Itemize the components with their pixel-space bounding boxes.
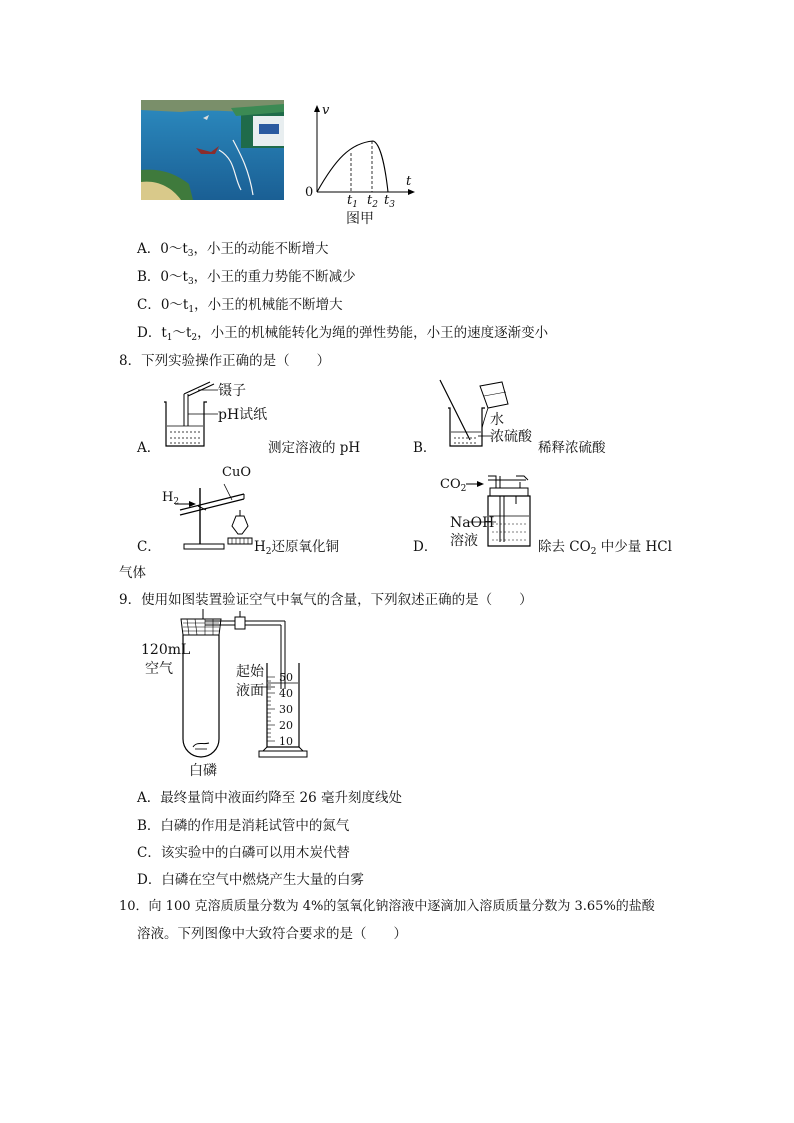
start-label-2: 液面: [236, 683, 264, 699]
q7-option-c: C．$0\sim t_1$，小王的机械能不断增大: [137, 297, 343, 315]
tweezers-label: 镊子: [218, 383, 246, 399]
scale-40: 40: [279, 687, 293, 700]
t-axis-label: t: [406, 174, 412, 189]
graph-caption: 图甲: [346, 211, 374, 227]
q8-c-caption: $H_2$还原氧化铜: [254, 539, 340, 557]
q9-option-a: A．最终量筒中液面约降至 26 毫升刻度线处: [137, 790, 403, 806]
q8-c-letter: C．: [137, 539, 161, 555]
velocity-time-graph: [305, 105, 415, 195]
t2-label: $t_2$: [367, 193, 378, 210]
q7-option-b: B．$0\sim t_3$，小王的重力势能不断减少: [137, 269, 356, 287]
q8-b-caption: 稀释浓硫酸: [538, 440, 606, 456]
q9-option-d: D．白磷在空气中燃烧产生大量的白雾: [137, 872, 364, 888]
white-phosphorus-label: 白磷: [189, 763, 217, 779]
ph-paper-label: pH试纸: [218, 407, 268, 423]
naoh-label: NaOH: [450, 515, 495, 531]
q8-d-caption-wrap: 气体: [119, 565, 146, 581]
q8-stem: 8．下列实验操作正确的是（ ）: [119, 353, 331, 369]
bungee-photo: [141, 100, 284, 200]
start-label-1: 起始: [236, 664, 264, 680]
q7-option-a: A．$0\sim t_3$，小王的动能不断增大: [137, 241, 329, 259]
q8-d-caption: 除去 $CO_2$ 中少量 HCl: [538, 539, 672, 557]
water-label: 水: [490, 412, 504, 428]
q9-option-c: C．该实验中的白磷可以用木炭代替: [137, 845, 350, 861]
conc-acid-label: 浓硫酸: [490, 429, 532, 445]
origin-label: 0: [305, 185, 314, 200]
scale-30: 30: [279, 703, 293, 716]
solution-label: 溶液: [450, 533, 478, 549]
scale-20: 20: [279, 719, 293, 732]
q8-b-letter: B．: [413, 440, 437, 456]
q8-d-letter: D．: [413, 539, 438, 555]
v-axis-label: v: [322, 103, 330, 118]
q8-a-caption: 测定溶液的 pH: [268, 440, 361, 456]
q9-stem: 9．使用如图装置验证空气中氧气的含量，下列叙述正确的是（ ）: [119, 592, 533, 608]
q8-a-letter: A．: [137, 440, 161, 456]
q7-option-d: D．$t_1\sim t_2$，小王的机械能转化为绳的弹性势能，小王的速度逐渐变小: [137, 325, 549, 343]
cuo-label: CuO: [222, 465, 251, 480]
volume-label: 120mL: [141, 642, 191, 658]
h2-label: $H_2$: [162, 490, 180, 507]
t3-label: $t_3$: [384, 193, 395, 210]
q10-stem-line2: 溶液。下列图像中大致符合要求的是（ ）: [137, 926, 407, 942]
q10-stem-line1: 10．向 100 克溶质质量分数为 4%的氢氧化钠溶液中逐滴加入溶质质量分数为 3.65%的盐酸: [119, 899, 655, 914]
q9-option-b: B．白磷的作用是消耗试管中的氮气: [137, 818, 350, 834]
co2-label: $CO_2$: [440, 477, 467, 494]
air-label: 空气: [145, 661, 173, 677]
scale-50: 50: [279, 671, 293, 684]
h2-reduction-diagram: [170, 480, 265, 552]
scale-10: 10: [279, 735, 293, 748]
t1-label: $t_1$: [347, 193, 358, 210]
